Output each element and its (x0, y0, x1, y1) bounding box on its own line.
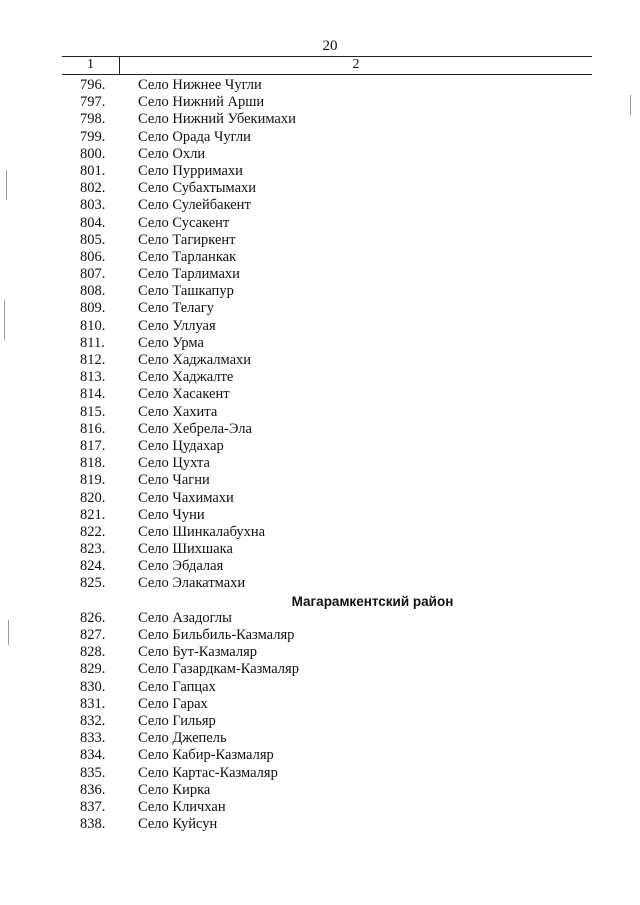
item-number: 827. (80, 627, 106, 643)
settlement-name: Село Нижнее Чугли (138, 77, 262, 93)
item-number: 823. (80, 541, 106, 558)
list-item (0, 679, 640, 696)
list-item (0, 300, 640, 317)
item-number: 807. (80, 266, 106, 283)
item-number: 810. (80, 317, 106, 334)
list-item (0, 575, 640, 592)
item-number: 819. (80, 472, 106, 489)
item-number: 838. (80, 816, 106, 833)
column-header-name: 2 (352, 57, 360, 72)
list-item (0, 146, 640, 163)
item-number: 813. (80, 369, 106, 386)
settlement-name: Село Хаджалте (138, 369, 234, 386)
item-number: 820. (80, 489, 106, 506)
list-item (0, 816, 640, 833)
list-item (0, 747, 640, 764)
settlement-name: Село Пурримахи (138, 162, 243, 179)
column-header-number: 1 (62, 57, 120, 74)
list-item (0, 386, 640, 403)
list-item (0, 197, 640, 214)
item-number: 830. (80, 678, 106, 695)
list-item (0, 335, 640, 352)
settlement-list (0, 77, 640, 833)
list-item (0, 507, 640, 524)
item-number: 832. (80, 712, 106, 729)
settlement-name: Село Хахита (138, 403, 218, 420)
list-item (0, 541, 640, 558)
settlement-name: Село Элакатмахи (138, 575, 246, 592)
item-number: 796. (80, 77, 106, 93)
item-number: 837. (80, 798, 106, 815)
settlement-name: Село Субахтымахи (138, 180, 257, 197)
item-number: 811. (80, 334, 105, 351)
item-number: 817. (80, 437, 106, 454)
settlement-name: Село Уллуая (138, 317, 216, 334)
item-number: 814. (80, 386, 106, 403)
list-item (0, 94, 640, 111)
settlement-name: Село Цудахар (138, 437, 224, 454)
item-number: 822. (80, 523, 106, 540)
list-item (0, 318, 640, 335)
list-item (0, 610, 640, 627)
table-header (62, 56, 592, 75)
settlement-name: Село Бут-Казмаляр (138, 644, 258, 661)
list-item (0, 232, 640, 249)
scan-speck (4, 300, 5, 340)
scan-speck (8, 620, 9, 645)
item-number: 802. (80, 180, 106, 197)
item-number: 812. (80, 352, 106, 368)
settlement-name: Село Хебрела-Эла (138, 420, 252, 437)
item-number: 803. (80, 197, 106, 214)
list-item (0, 266, 640, 283)
item-number: 797. (80, 94, 106, 111)
settlement-name: Село Гильяр (138, 712, 216, 729)
settlement-name: Село Тагиркент (138, 231, 236, 248)
item-number: 806. (80, 248, 106, 265)
list-item (0, 111, 640, 128)
settlement-name: Село Сусакент (138, 214, 230, 231)
settlement-name: Село Куйсун (138, 816, 218, 833)
scan-speck (6, 170, 7, 200)
item-number: 798. (80, 111, 106, 128)
settlement-name: Село Кабир-Казмаляр (138, 747, 274, 764)
settlement-name: Село Хасакент (138, 386, 230, 403)
item-number: 829. (80, 661, 106, 678)
item-number: 821. (80, 506, 106, 523)
settlement-name: Село Урма (138, 334, 204, 351)
list-item (0, 730, 640, 747)
settlement-name: Село Ташкапур (138, 283, 234, 300)
list-item (0, 77, 640, 94)
settlement-name: Село Джепель (138, 730, 227, 747)
settlement-name: Село Шихшака (138, 541, 233, 558)
item-number: 833. (80, 730, 106, 747)
settlement-name: Село Азадоглы (138, 609, 232, 626)
list-item (0, 455, 640, 472)
item-number: 828. (80, 644, 106, 661)
settlement-name: Село Орада Чугли (138, 128, 251, 145)
list-item (0, 799, 640, 816)
settlement-name: Село Бильбиль-Казмаляр (138, 627, 295, 643)
item-number: 825. (80, 575, 106, 592)
settlement-name: Село Картас-Казмаляр (138, 764, 278, 781)
item-number: 809. (80, 300, 106, 317)
settlement-name: Село Охли (138, 145, 206, 162)
settlement-name: Село Шинкалабухна (138, 523, 266, 540)
settlement-name: Село Чуни (138, 506, 205, 523)
list-item (0, 661, 640, 678)
list-item (0, 524, 640, 541)
item-number: 835. (80, 764, 106, 781)
list-item (0, 490, 640, 507)
item-number: 808. (80, 283, 106, 300)
settlement-name: Село Гарах (138, 695, 208, 712)
list-item (0, 438, 640, 455)
list-item (0, 404, 640, 421)
list-item (0, 215, 640, 232)
list-item (0, 558, 640, 575)
list-item (0, 782, 640, 799)
item-number: 824. (80, 558, 106, 575)
item-number: 801. (80, 162, 106, 179)
settlement-name: Село Чахимахи (138, 489, 234, 506)
item-number: 804. (80, 214, 106, 231)
item-number: 831. (80, 695, 106, 712)
item-number: 826. (80, 609, 106, 626)
list-item (0, 472, 640, 489)
settlement-name: Село Тарлимахи (138, 266, 240, 283)
settlement-name: Село Телагу (138, 300, 215, 317)
item-number: 799. (80, 128, 106, 145)
item-number: 836. (80, 781, 106, 798)
list-item (0, 713, 640, 730)
item-number: 816. (80, 420, 106, 437)
list-item (0, 163, 640, 180)
settlement-name: Село Эбдалая (138, 558, 224, 575)
list-item (0, 696, 640, 713)
list-item (0, 627, 640, 644)
settlement-name: Село Цухта (138, 455, 210, 472)
settlement-name: Село Гапцах (138, 678, 216, 695)
item-number: 805. (80, 231, 106, 248)
list-item (0, 180, 640, 197)
item-number: 815. (80, 403, 106, 420)
list-item (0, 129, 640, 146)
list-item (0, 283, 640, 300)
list-item (0, 369, 640, 386)
list-item (0, 765, 640, 782)
settlement-name: Село Кличхан (138, 798, 226, 815)
list-item (0, 249, 640, 266)
settlement-name: Село Нижний Арши (138, 94, 265, 111)
settlement-name: Село Хаджалмахи (138, 352, 252, 368)
settlement-name: Село Чагни (138, 472, 210, 489)
item-number: 800. (80, 145, 106, 162)
section-title: Магарамкентский район (291, 593, 454, 609)
page-number: 20 (322, 38, 338, 54)
settlement-name: Село Газардкам-Казмаляр (138, 661, 299, 678)
item-number: 818. (80, 455, 106, 472)
list-item (0, 644, 640, 661)
list-item (0, 421, 640, 438)
settlement-name: Село Кирка (138, 781, 211, 798)
item-number: 834. (80, 747, 106, 764)
settlement-name: Село Нижний Убекимахи (138, 111, 296, 128)
list-item (0, 352, 640, 369)
settlement-name: Село Сулейбакент (138, 197, 251, 214)
settlement-name: Село Тарланкак (138, 248, 237, 265)
scan-speck (630, 95, 631, 115)
